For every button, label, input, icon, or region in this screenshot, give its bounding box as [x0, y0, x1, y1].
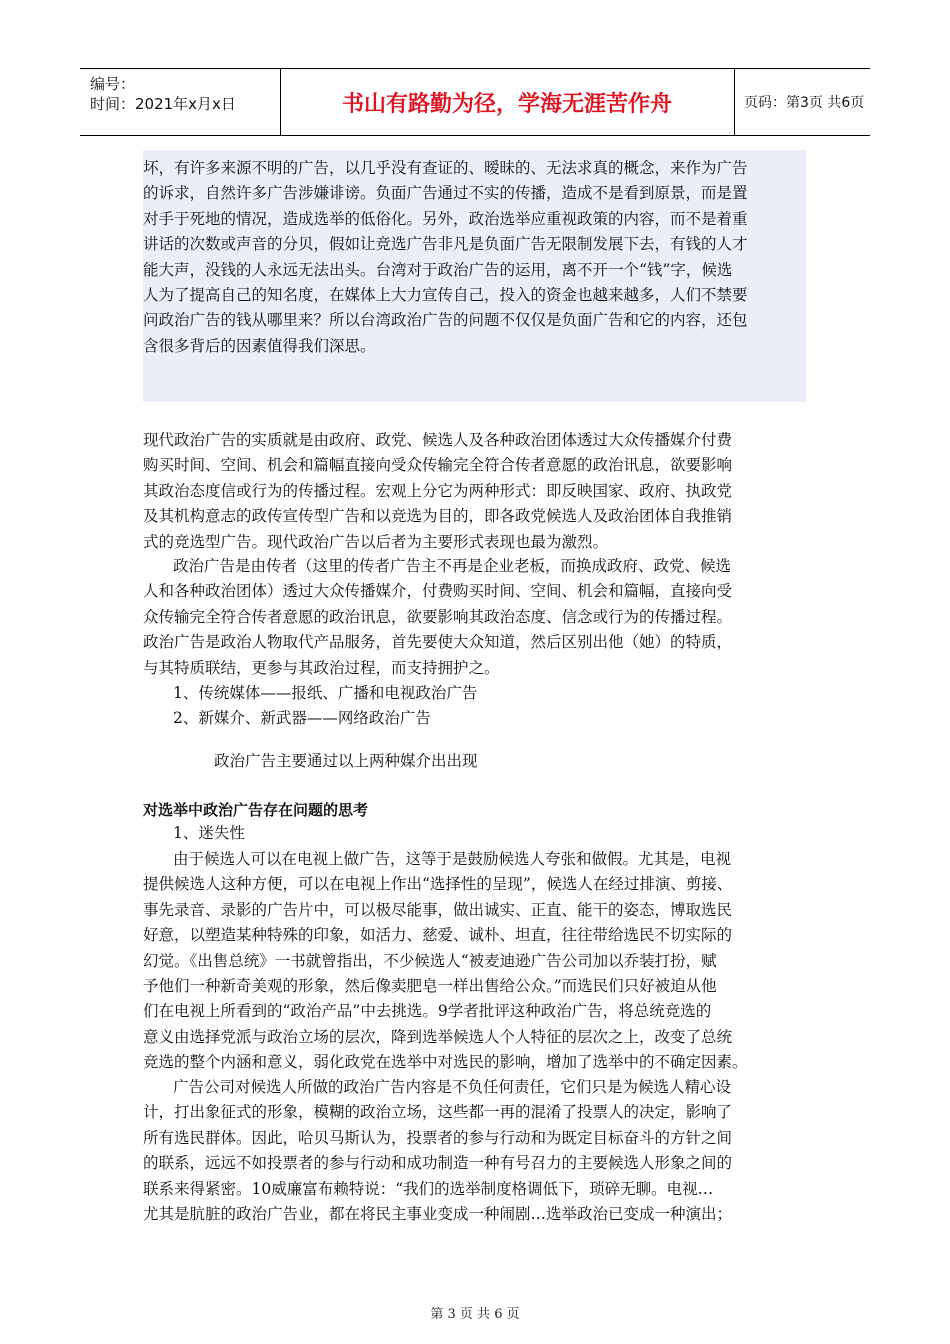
body-text-line: 尤其是肮脏的政治广告业，都在将民主事业变成一种闹剧…选举政治已变成一种演出；	[143, 1205, 733, 1223]
body-text-line: 现代政治广告的实质就是由政府、政党、候选人及各种政治团体透过大众传播媒介付费	[143, 431, 733, 449]
shaded-text-line: 对手于死地的情况，造成选举的低俗化。另外，政治选举应重视政策的内容，而不是着重	[143, 209, 748, 228]
shaded-text-line: 含很多背后的因素值得我们深思。	[143, 336, 376, 355]
body-text-line: 竞选的整个内涵和意义，弱化政党在选举中对选民的影响，增加了选举中的不确定因素。	[143, 1053, 748, 1072]
body-text-line: 政治广告是政治人物取代产品服务，首先要使大众知道，然后区别出他（她）的特质，	[143, 633, 733, 652]
shaded-text-line: 坏，有许多来源不明的广告，以几乎没有查证的、暧昧的、无法求真的概念，来作为广告	[143, 159, 748, 177]
body-text-line: 们在电视上所看到的“政治产品”中去挑选。9学者批评这种政治广告，将总统竞选的	[143, 1002, 712, 1021]
body-text-line: 人和各种政治团体）透过大众传播媒介，付费购买时间、空间、机会和篇幅，直接向受	[143, 582, 733, 601]
page-footer: 第 3 页 共 6 页	[430, 1307, 520, 1322]
body-text-line: 的联系，远远不如投票者的参与行动和成功制造一种有号召力的主要候选人形象之间的	[143, 1154, 733, 1173]
section-heading: 对选举中政治广告存在问题的思考	[143, 801, 369, 819]
shaded-text-line: 问政治广告的钱从哪里来？所以台湾政治广告的问题不仅仅是负面广告和它的内容，还包	[143, 311, 748, 330]
shaded-text-line: 人为了提高自己的知名度，在媒体上大力宣传自己，投入的资金也越来越多，人们不禁要	[143, 286, 748, 304]
shaded-text-line: 能大声，没钱的人永远无法出头。台湾对于政治广告的运用，离不开一个“钱”字，候选	[143, 260, 733, 279]
shaded-text-line: 的诉求，自然许多广告涉嫌诽谤。负面广告通过不实的传播，造成不是看到原景，而是置	[143, 184, 748, 203]
body-text-line: 其政治态度信或行为的传播过程。宏观上分它为两种形式：即反映国家、政府、执政党	[143, 481, 733, 500]
body-text-line: 所有选民群体。因此，哈贝马斯认为，投票者的参与行动和为既定目标奋斗的方针之间	[143, 1128, 733, 1147]
body-text-line: 与其特质联结，更参与其政治过程，而支持拥护之。	[143, 658, 500, 677]
center-note: 政治广告主要通过以上两种媒介出出现	[214, 752, 478, 770]
time-label: 时间：2021年x月x日	[90, 95, 236, 113]
body-text-line: 广告公司对候选人所做的政治广告内容是不负任何责任，它们只是为候选人精心设	[173, 1078, 732, 1096]
header-page-info: 页码：第3页 共6页	[744, 95, 865, 111]
body-text-line: 众传输完全符合传者意愿的政治讯息，欲要影响其政治态度、信念或行为的传播过程。	[143, 607, 733, 626]
shaded-text-line: 讲话的次数或声音的分贝，假如让竞选广告非凡是负面广告无限制发展下去，有钱的人才	[143, 235, 748, 254]
body-text-line: 联系来得紧密。10威廉富布赖特说：“我们的选举制度格调低下，琐碎无聊。电视…	[143, 1179, 714, 1198]
list-item: 2、新媒介、新武器——网络政治广告	[173, 709, 431, 728]
body-text-line: 由于候选人可以在电视上做广告，这等于是鼓励候选人夸张和做假。尤其是，电视	[173, 850, 732, 868]
body-text-line: 政治广告是由传者（这里的传者广告主不再是企业老板，而换成政府、政党、候选	[173, 557, 732, 575]
body-text-line: 式的竞选型广告。现代政治广告以后者为主要形式表现也最为激烈。	[143, 532, 609, 551]
page-header	[80, 68, 870, 136]
header-motto: 书山有路勤为径，学海无涯苦作舟	[280, 69, 735, 135]
body-text-line: 计，打出象征式的形象，模糊的政治立场，这些都一再的混淆了投票人的决定，影响了	[143, 1103, 733, 1122]
body-text-line: 及其机构意志的政传宣传型广告和以竞选为目的，即各政党候选人及政治团体自我推销	[143, 507, 733, 526]
body-text-line: 事先录音、录影的广告片中，可以极尽能事，做出诚实、正直、能干的姿态，博取选民	[143, 900, 733, 919]
body-text-line: 提供候选人这种方便，可以在电视上作出“选择性的呈现”，候选人在经过排演、剪接、	[143, 875, 733, 894]
body-text-line: 意义由选择党派与政治立场的层次，降到选举候选人个人特征的层次之上，改变了总统	[143, 1027, 733, 1046]
header-meta-cell	[80, 69, 281, 135]
subheading: 1、迷失性	[173, 824, 245, 842]
list-item: 1、传统媒体——报纸、广播和电视政治广告	[173, 684, 478, 702]
number-label: 编号：	[90, 75, 136, 93]
body-text-line: 好意，以塑造某种特殊的印象，如活力、慈爱、诚朴、坦直，往往带给选民不切实际的	[143, 926, 733, 945]
body-text-line: 购买时间、空间、机会和篇幅直接向受众传输完全符合传者意愿的政治讯息，欲要影响	[143, 456, 733, 475]
body-text-line: 幻觉。《出售总统》一书就曾指出，不少候选人“被麦迪逊广告公司加以乔装打扮，赋	[143, 951, 717, 970]
body-text-line: 予他们一种新奇美观的形象，然后像卖肥皂一样出售给公众。”而选民们只好被迫从他	[143, 977, 717, 995]
